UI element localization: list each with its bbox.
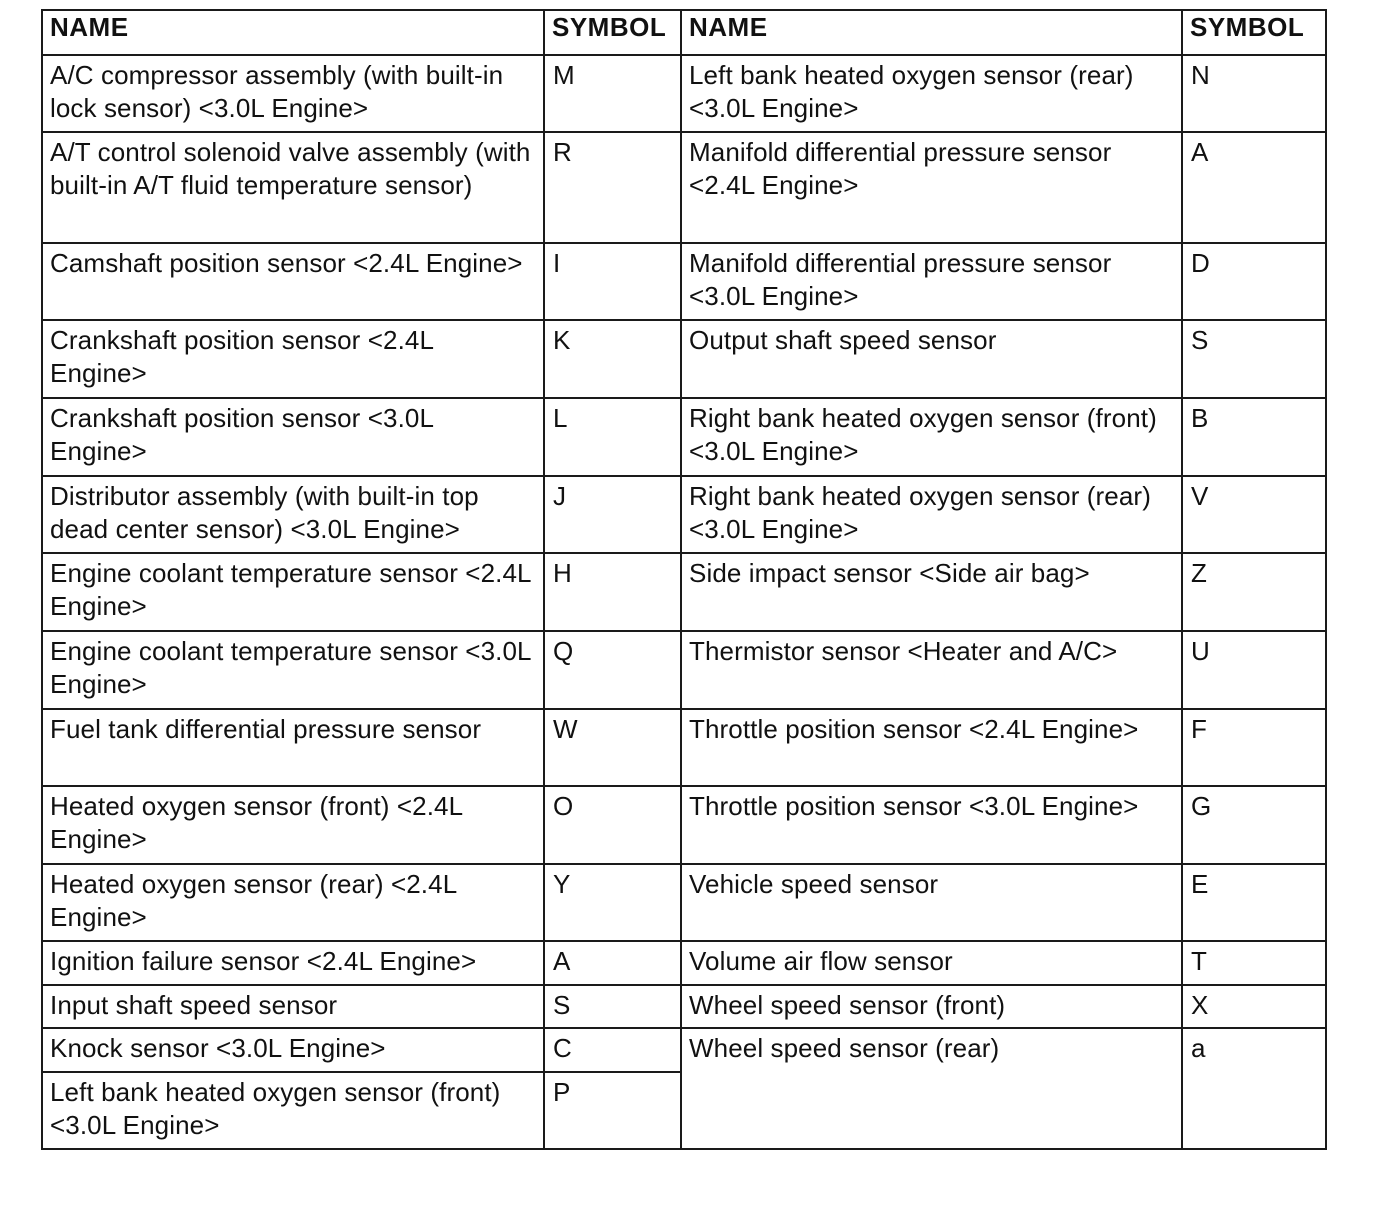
right-symbol-cell: X bbox=[1182, 985, 1326, 1028]
right-symbol-cell: S bbox=[1182, 320, 1326, 398]
right-symbol-cell: V bbox=[1182, 476, 1326, 553]
right-name-cell: Wheel speed sensor (rear) bbox=[681, 1028, 1182, 1149]
header-row bbox=[42, 10, 1326, 55]
sensor-symbol-table bbox=[41, 9, 1327, 1150]
left-name-cell: Knock sensor <3.0L Engine> bbox=[42, 1028, 544, 1072]
left-name-cell: A/T control solenoid valve assembly (with built-in A/T fluid temperature sensor) bbox=[42, 132, 544, 243]
left-name-cell: Heated oxygen sensor (rear) <2.4L Engine> bbox=[42, 864, 544, 941]
right-name-cell: Volume air flow sensor bbox=[681, 941, 1182, 985]
table-row bbox=[42, 320, 1326, 398]
left-symbol-cell: Y bbox=[544, 864, 681, 941]
right-symbol-header: SYMBOL bbox=[1182, 10, 1326, 55]
left-name-cell: Fuel tank differential pressure sensor bbox=[42, 709, 544, 786]
right-symbol-cell: N bbox=[1182, 55, 1326, 132]
right-name-cell: Thermistor sensor <Heater and A/C> bbox=[681, 631, 1182, 709]
right-name-cell: Left bank heated oxygen sensor (rear) <3.0L Engine> bbox=[681, 55, 1182, 132]
table-row bbox=[42, 476, 1326, 553]
right-symbol-cell: U bbox=[1182, 631, 1326, 709]
table-row bbox=[42, 631, 1326, 709]
right-name-cell: Wheel speed sensor (front) bbox=[681, 985, 1182, 1028]
table-row bbox=[42, 55, 1326, 132]
right-symbol-cell: B bbox=[1182, 398, 1326, 476]
right-name-cell: Right bank heated oxygen sensor (front) <3.0L Engine> bbox=[681, 398, 1182, 476]
left-name-cell: A/C compressor assembly (with built-in lock sensor) <3.0L Engine> bbox=[42, 55, 544, 132]
right-name-cell: Manifold differential pressure sensor <3.0L Engine> bbox=[681, 243, 1182, 320]
left-name-cell: Crankshaft position sensor <2.4L Engine> bbox=[42, 320, 544, 398]
left-symbol-cell: M bbox=[544, 55, 681, 132]
right-symbol-cell: F bbox=[1182, 709, 1326, 786]
right-name-cell: Side impact sensor <Side air bag> bbox=[681, 553, 1182, 631]
left-symbol-cell: P bbox=[544, 1072, 681, 1149]
left-name-cell: Engine coolant temperature sensor <3.0L Engine> bbox=[42, 631, 544, 709]
right-name-cell: Right bank heated oxygen sensor (rear) <3.0L Engine> bbox=[681, 476, 1182, 553]
left-symbol-cell: S bbox=[544, 985, 681, 1028]
left-name-cell: Left bank heated oxygen sensor (front) <3.0L Engine> bbox=[42, 1072, 544, 1149]
right-symbol-cell: Z bbox=[1182, 553, 1326, 631]
left-symbol-cell: R bbox=[544, 132, 681, 243]
table-row bbox=[42, 553, 1326, 631]
table-row bbox=[42, 709, 1326, 786]
table-row bbox=[42, 864, 1326, 941]
right-name-header: NAME bbox=[681, 10, 1182, 55]
left-name-cell: Engine coolant temperature sensor <2.4L Engine> bbox=[42, 553, 544, 631]
left-symbol-cell: K bbox=[544, 320, 681, 398]
left-symbol-cell: O bbox=[544, 786, 681, 864]
table-row bbox=[42, 243, 1326, 320]
right-name-cell: Vehicle speed sensor bbox=[681, 864, 1182, 941]
right-symbol-cell: A bbox=[1182, 132, 1326, 243]
right-symbol-cell: E bbox=[1182, 864, 1326, 941]
table-row bbox=[42, 398, 1326, 476]
left-name-cell: Distributor assembly (with built-in top dead center sensor) <3.0L Engine> bbox=[42, 476, 544, 553]
table-row bbox=[42, 1028, 1326, 1072]
right-name-cell: Throttle position sensor <2.4L Engine> bbox=[681, 709, 1182, 786]
left-symbol-cell: W bbox=[544, 709, 681, 786]
left-symbol-cell: I bbox=[544, 243, 681, 320]
right-name-cell: Manifold differential pressure sensor <2.4L Engine> bbox=[681, 132, 1182, 243]
left-name-cell: Input shaft speed sensor bbox=[42, 985, 544, 1028]
left-name-cell: Heated oxygen sensor (front) <2.4L Engine> bbox=[42, 786, 544, 864]
right-symbol-cell: G bbox=[1182, 786, 1326, 864]
left-name-cell: Crankshaft position sensor <3.0L Engine> bbox=[42, 398, 544, 476]
table-row bbox=[42, 941, 1326, 985]
table-row bbox=[42, 132, 1326, 243]
right-symbol-cell: a bbox=[1182, 1028, 1326, 1149]
left-name-cell: Camshaft position sensor <2.4L Engine> bbox=[42, 243, 544, 320]
left-name-cell: Ignition failure sensor <2.4L Engine> bbox=[42, 941, 544, 985]
right-name-cell: Output shaft speed sensor bbox=[681, 320, 1182, 398]
left-symbol-cell: H bbox=[544, 553, 681, 631]
right-symbol-cell: T bbox=[1182, 941, 1326, 985]
table-row bbox=[42, 786, 1326, 864]
table-row bbox=[42, 985, 1326, 1028]
left-symbol-cell: L bbox=[544, 398, 681, 476]
left-symbol-cell: A bbox=[544, 941, 681, 985]
left-symbol-cell: Q bbox=[544, 631, 681, 709]
left-symbol-header: SYMBOL bbox=[544, 10, 681, 55]
left-symbol-cell: J bbox=[544, 476, 681, 553]
right-name-cell: Throttle position sensor <3.0L Engine> bbox=[681, 786, 1182, 864]
left-name-header: NAME bbox=[42, 10, 544, 55]
left-symbol-cell: C bbox=[544, 1028, 681, 1072]
right-symbol-cell: D bbox=[1182, 243, 1326, 320]
